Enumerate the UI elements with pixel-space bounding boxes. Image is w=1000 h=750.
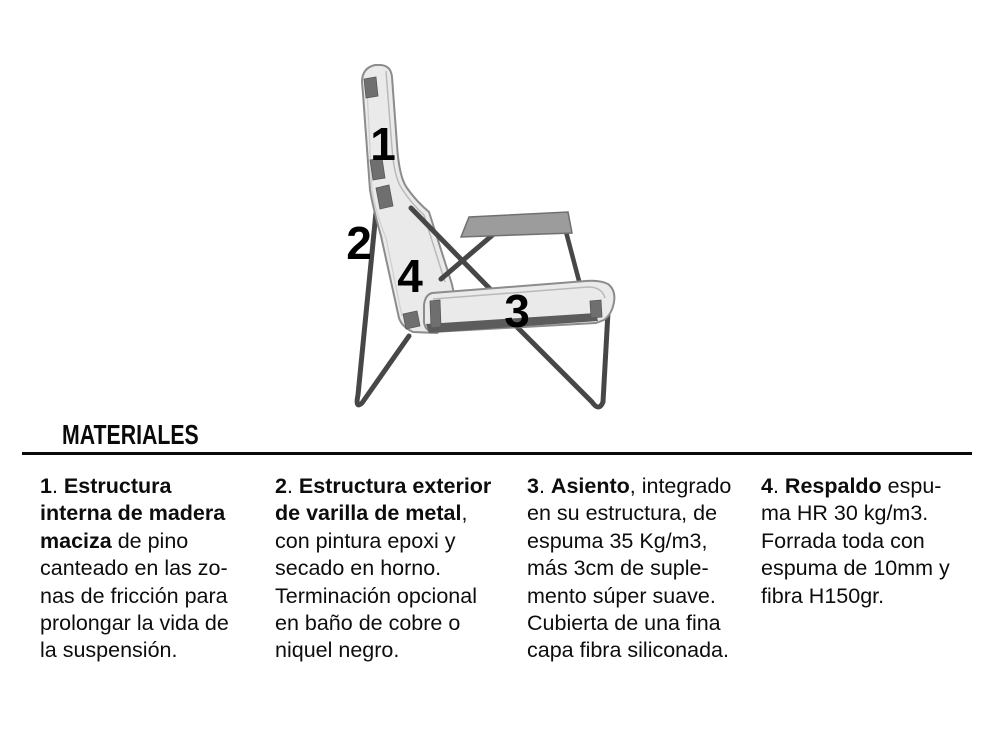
- connector-block-top: [364, 77, 378, 98]
- connector-block-seat-left: [430, 300, 441, 328]
- part-label-3: 3: [504, 285, 530, 337]
- material-item-asiento: 3. Asiento, integrado en su estructura, de espuma 35 Kg/m3, más 3cm de suple- mento súper suave. Cubierta de una fina capa fibra siliconada.: [527, 474, 732, 663]
- materials-heading: MATERIALES: [62, 419, 199, 450]
- material-item-estructura-interna: 1. Estructura interna de madera maciza de pino canteado en las zo- nas de fricción para prolongar la vida de la suspensión.: [40, 474, 229, 663]
- material-item-estructura-exterior: 2. Estructura exterior de varilla de metal, con pintura epoxi y secado en horno. Terminación opcional en baño de cobre o niquel negro.: [275, 474, 492, 663]
- connector-block-strut: [403, 311, 420, 329]
- part-label-2: 2: [346, 217, 372, 269]
- chair-armrest: [461, 212, 572, 237]
- connector-block-seat-right: [590, 300, 602, 318]
- heading-divider: [22, 452, 972, 455]
- part-label-1: 1: [370, 118, 396, 170]
- material-item-respaldo: 4. Respaldo espu- ma HR 30 kg/m3. Forrada toda con espuma de 10mm y fibra H150gr.: [761, 474, 950, 608]
- part-label-4: 4: [397, 250, 423, 302]
